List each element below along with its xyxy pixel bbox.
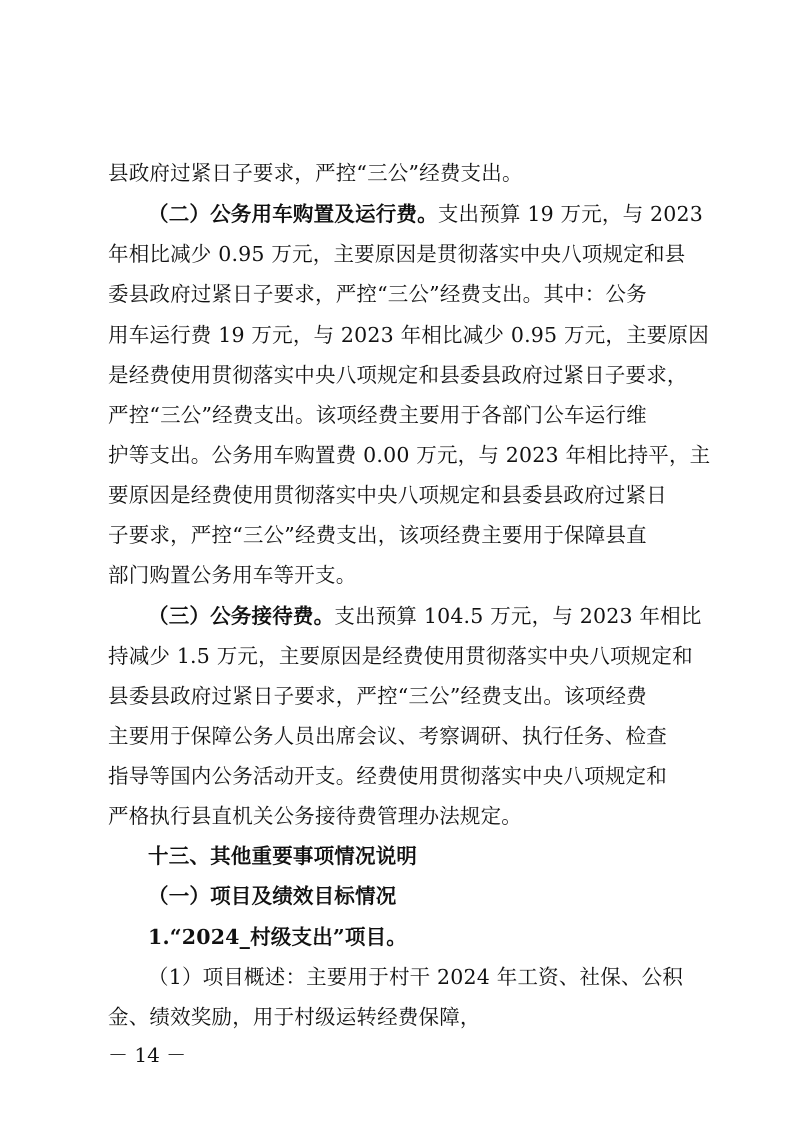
paragraph-line: 委县政府过紧日子要求，严控“三公”经费支出。其中：公务: [108, 282, 647, 306]
paragraph-line: 金、绩效奖励，用于村级运转经费保障，: [108, 1005, 481, 1029]
subsection-heading: （一）项目及绩效目标情况: [148, 884, 397, 908]
paragraph-line: 严格执行县直机关公务接待费管理办法规定。: [108, 804, 522, 828]
paragraph-line: 主要用于保障公务人员出席会议、考察调研、执行任务、检查: [108, 724, 667, 748]
paragraph-line: （1）项目概述：主要用于村干 2024 年工资、社保、公积: [148, 965, 684, 989]
paragraph-line: 严控“三公”经费支出。该项经费主要用于各部门公车运行维: [108, 403, 647, 427]
item-heading: 1.“2024_村级支出”项目。: [148, 925, 407, 949]
paragraph-line: 用车运行费 19 万元，与 2023 年相比减少 0.95 万元，主要原因: [108, 323, 709, 347]
paragraph-line: 县政府过紧日子要求，严控“三公”经费支出。: [108, 161, 523, 185]
section-heading-line: [148, 599, 738, 633]
paragraph-line: 年相比减少 0.95 万元，主要原因是贯彻落实中央八项规定和县: [108, 242, 686, 266]
paragraph-line: 持减少 1.5 万元，主要原因是经费使用贯彻落实中央八项规定和: [108, 644, 693, 668]
paragraph-line: 县委县政府过紧日子要求，严控“三公”经费支出。该项经费: [108, 684, 647, 708]
paragraph-line: 是经费使用贯彻落实中央八项规定和县委县政府过紧日子要求，: [108, 363, 688, 387]
section-heading-line: [148, 197, 738, 231]
paragraph-line: 子要求，严控“三公”经费支出，该项经费主要用于保障县直: [108, 523, 647, 547]
paragraph-line: 要原因是经费使用贯彻落实中央八项规定和县委县政府过紧日: [108, 483, 667, 507]
paragraph-line: 护等支出。公务用车购置费 0.00 万元，与 2023 年相比持平，主: [108, 443, 711, 467]
section-heading-vehicle: （二）公务用车购置及运行费。: [148, 202, 438, 226]
page-number: － 14 －: [108, 1043, 187, 1067]
chapter-heading: 十三、其他重要事项情况说明: [148, 844, 418, 868]
paragraph-line: 部门购置公务用车等开支。: [108, 563, 357, 587]
paragraph-text: 支出预算 104.5 万元，与 2023 年相比: [334, 604, 702, 628]
section-heading-reception: （三）公务接待费。: [148, 604, 335, 628]
paragraph-text: 支出预算 19 万元，与 2023: [437, 202, 704, 226]
paragraph-line: 指导等国内公务活动开支。经费使用贯彻落实中央八项规定和: [108, 764, 667, 788]
